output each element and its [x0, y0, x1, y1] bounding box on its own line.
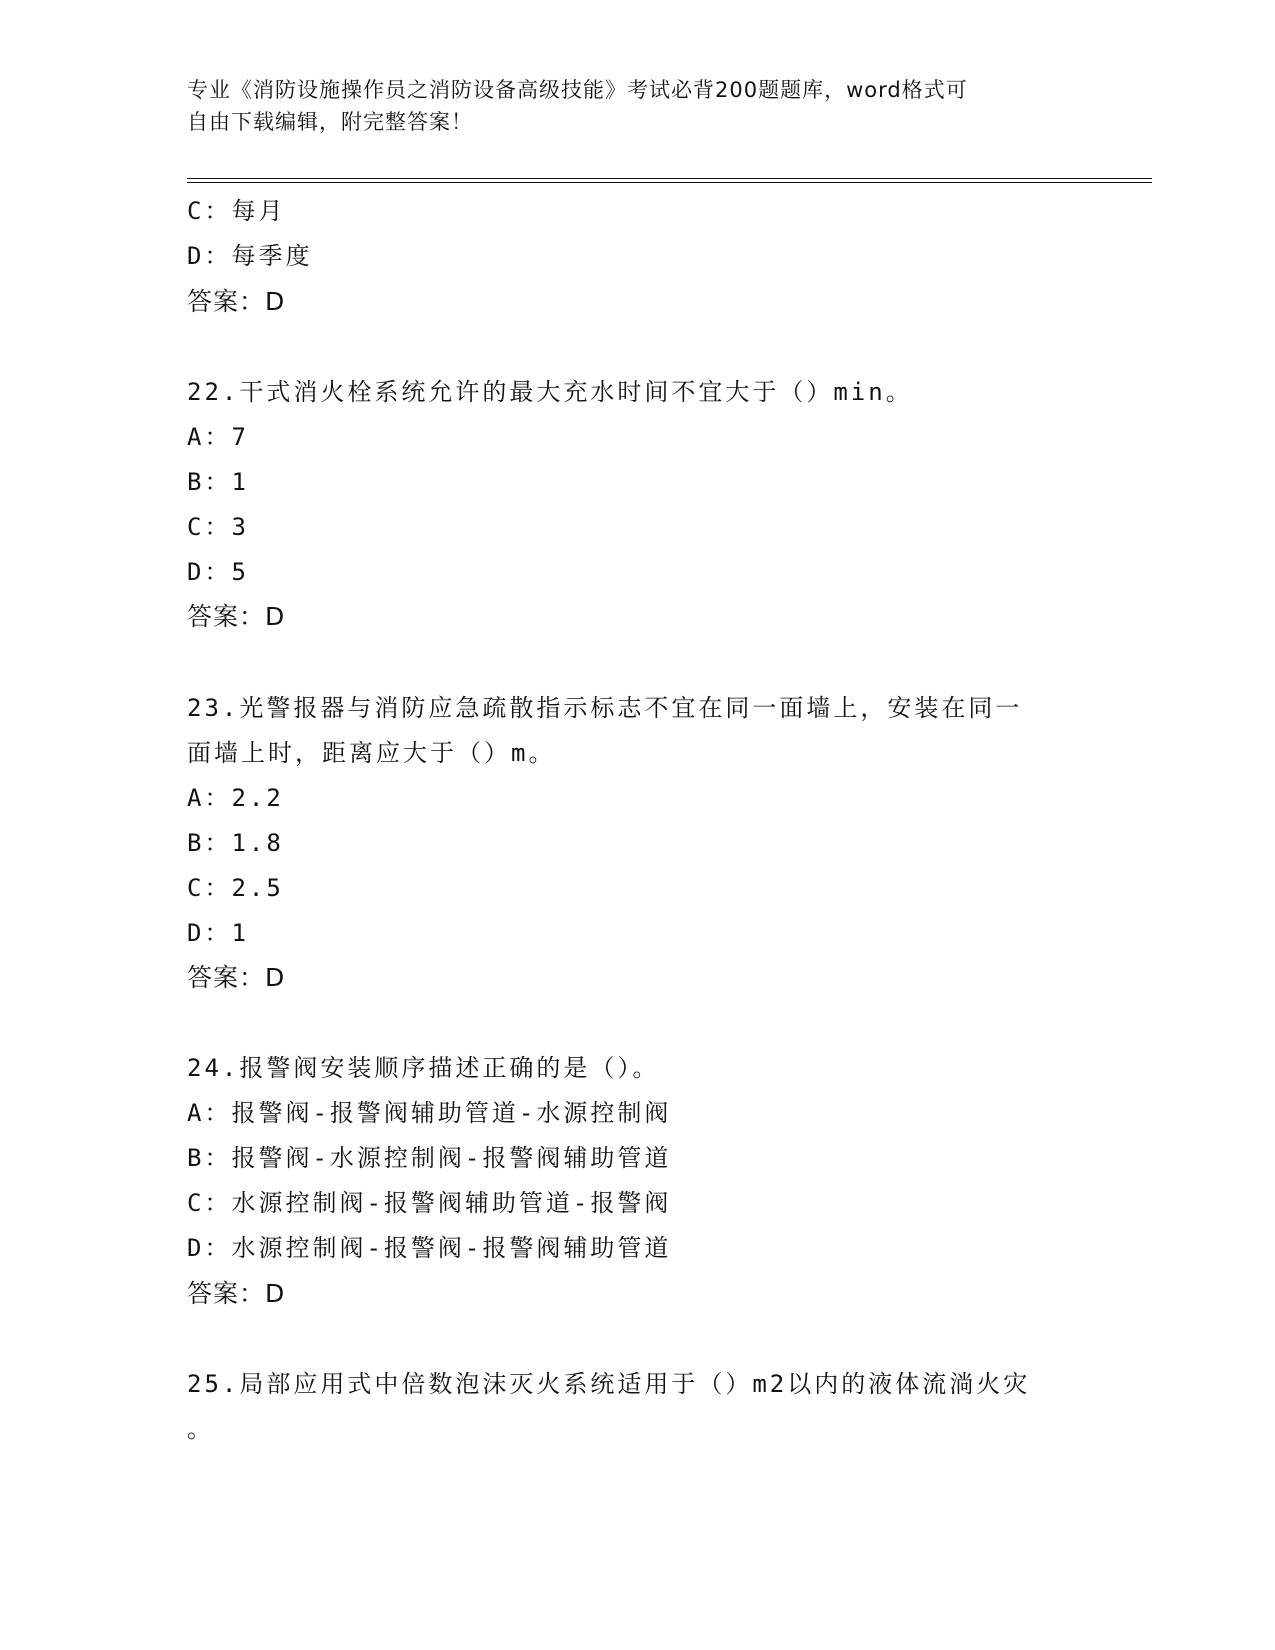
- q22-option-b: B：1: [187, 468, 249, 496]
- q23-option-c: C：2.5: [187, 874, 284, 902]
- q22-option-c: C：3: [187, 513, 249, 541]
- q21-option-c: C：每月: [187, 197, 286, 225]
- q23-stem-line-2: 面墙上时，距离应大于（）m。: [187, 739, 556, 767]
- q21-answer: 答案：D: [187, 287, 286, 316]
- q24-option-c: C：水源控制阀-报警阀辅助管道-报警阀: [187, 1189, 672, 1217]
- q24-option-a: A：报警阀-报警阀辅助管道-水源控制阀: [187, 1099, 672, 1127]
- q25-stem-line-2: 。: [187, 1415, 214, 1443]
- q22-option-d: D：5: [187, 558, 249, 586]
- q23-answer: 答案：D: [187, 963, 286, 992]
- q24-answer: 答案：D: [187, 1279, 286, 1308]
- q24-option-b: B：报警阀-水源控制阀-报警阀辅助管道: [187, 1144, 672, 1172]
- q22-answer: 答案：D: [187, 602, 286, 631]
- header-divider-top: [187, 178, 1152, 179]
- q23-option-d: D：1: [187, 919, 249, 947]
- q25-stem-line-1: 25.局部应用式中倍数泡沫灭火系统适用于（）m2以内的液体流淌火灾: [187, 1370, 1031, 1398]
- q24-option-d: D：水源控制阀-报警阀-报警阀辅助管道: [187, 1234, 672, 1262]
- header-title-line-2: 自由下载编辑，附完整答案！: [187, 110, 473, 134]
- q22-stem: 22.干式消火栓系统允许的最大充水时间不宜大于（）min。: [187, 378, 913, 406]
- q23-option-b: B：1.8: [187, 829, 284, 857]
- header-title-line-1: 专业《消防设施操作员之消防设备高级技能》考试必背200题题库，word格式可: [187, 78, 968, 102]
- q21-option-d: D：每季度: [187, 242, 313, 270]
- q23-option-a: A：2.2: [187, 784, 284, 812]
- q23-stem-line-1: 23.光警报器与消防应急疏散指示标志不宜在同一面墙上，安装在同一: [187, 694, 1023, 722]
- header-divider-bottom: [187, 182, 1152, 183]
- q24-stem: 24.报警阀安装顺序描述正确的是（）。: [187, 1054, 660, 1082]
- document-header: [187, 74, 1087, 138]
- q22-option-a: A：7: [187, 423, 249, 451]
